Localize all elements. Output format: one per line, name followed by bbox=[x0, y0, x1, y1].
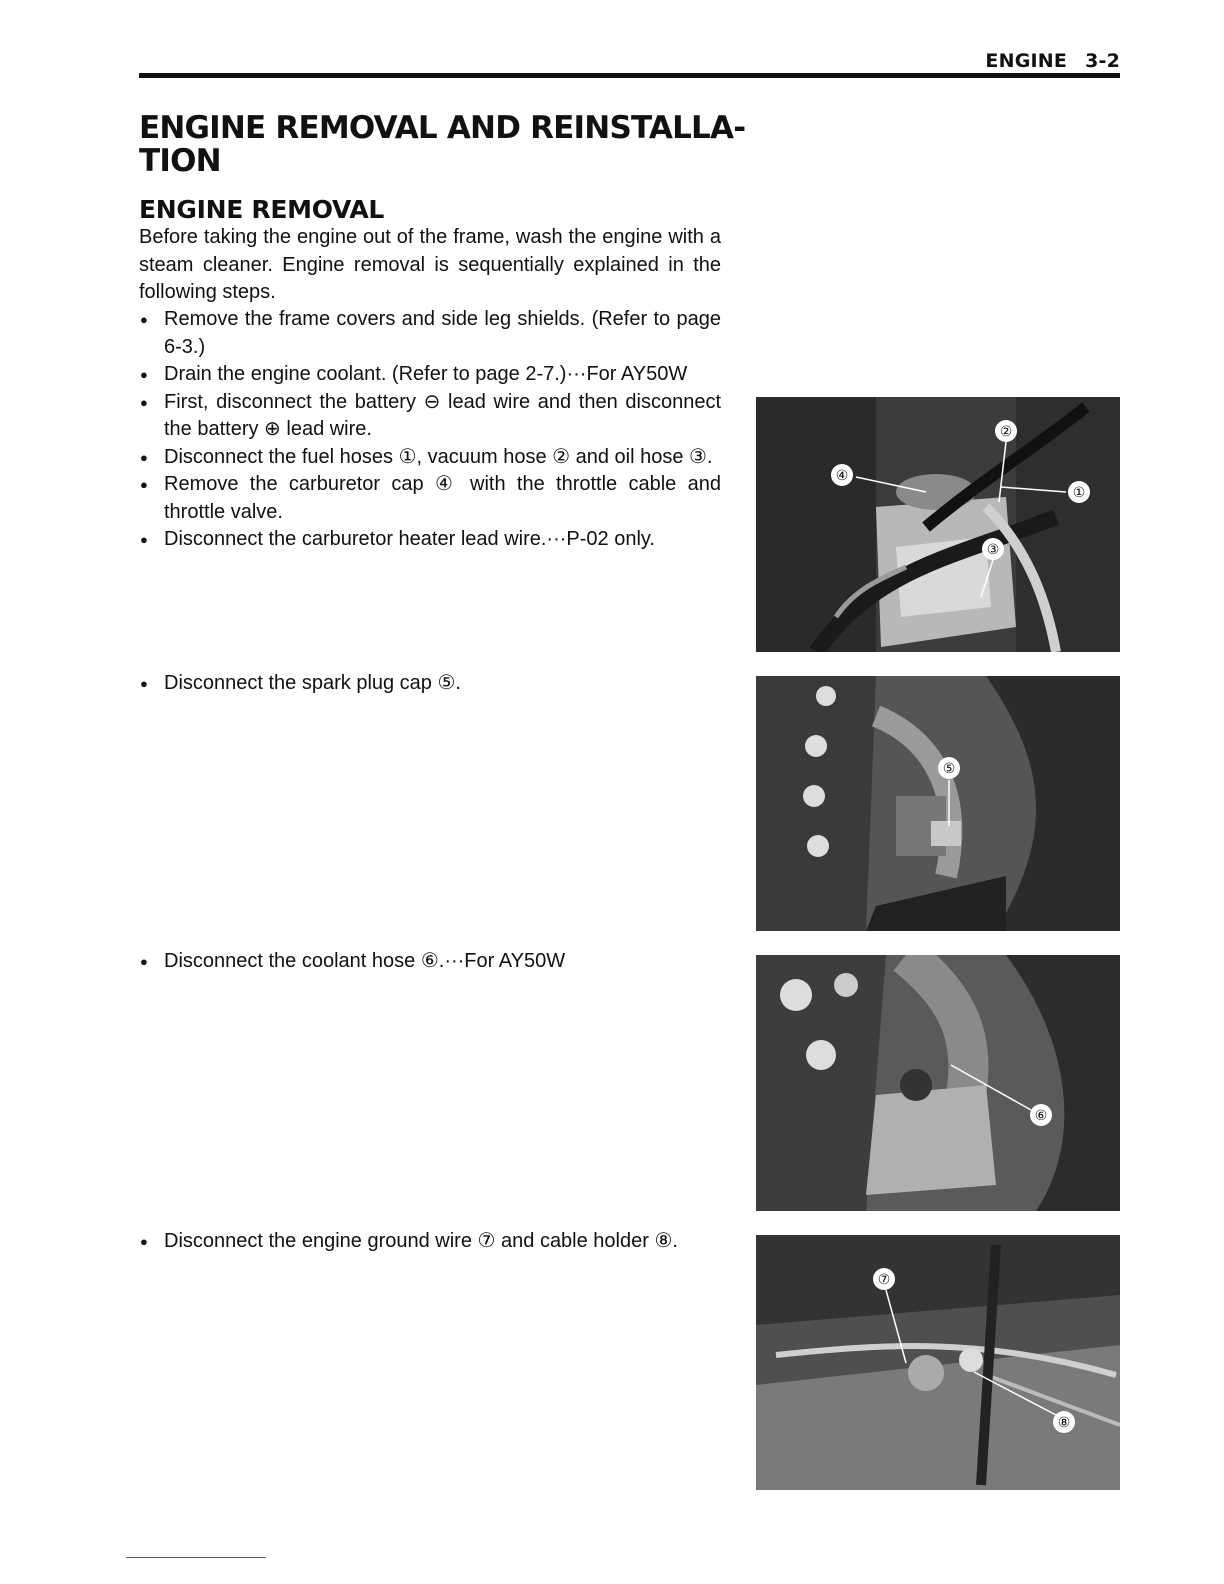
carburetor-photo bbox=[756, 397, 1120, 652]
step-item: ● Disconnect the spark plug cap ⑤. bbox=[139, 670, 721, 698]
step-item: ● Disconnect the engine ground wire ⑦ and cable holder ⑧. bbox=[139, 1228, 721, 1256]
callout-label: ⑤ bbox=[942, 761, 956, 777]
coolant-hose-photo-figure bbox=[756, 955, 1120, 1211]
header-rule bbox=[139, 73, 1120, 78]
ground-wire-photo bbox=[756, 1235, 1120, 1490]
callout-label: ③ bbox=[986, 542, 1000, 558]
ground-wire-photo-figure bbox=[756, 1235, 1120, 1490]
ground-wire-step bbox=[139, 1228, 721, 1256]
coolant-hose-step bbox=[139, 948, 721, 976]
running-header bbox=[985, 50, 1120, 72]
step-item: ● Remove the carburetor cap ④ with the throttle cable and throttle valve. bbox=[139, 471, 721, 526]
callout-label: ⑦ bbox=[877, 1272, 891, 1288]
removal-steps-list bbox=[139, 306, 721, 554]
step-item: ● Disconnect the coolant hose ⑥.···For AY50W bbox=[139, 948, 721, 976]
spark-plug-photo bbox=[756, 676, 1120, 931]
header-page-number: 3-2 bbox=[1085, 50, 1120, 72]
page-title: ENGINE REMOVAL AND REINSTALLA-TION bbox=[139, 110, 746, 179]
header-section: ENGINE bbox=[985, 50, 1068, 72]
section-subtitle: ENGINE REMOVAL bbox=[139, 195, 385, 224]
footer-line bbox=[126, 1557, 266, 1558]
step-item: ● Remove the frame covers and side leg shields. (Refer to page 6-3.) bbox=[139, 306, 721, 361]
callout-label: ④ bbox=[835, 468, 849, 484]
callout-label: ⑥ bbox=[1034, 1108, 1048, 1124]
step-item: ● First, disconnect the battery ⊖ lead wire and then disconnect the battery ⊕ lead wire. bbox=[139, 389, 721, 444]
callout-label: ⑧ bbox=[1057, 1415, 1071, 1431]
step-item: ● Disconnect the fuel hoses ①, vacuum hose ② and oil hose ③. bbox=[139, 444, 721, 472]
intro-paragraph: Before taking the engine out of the frame, wash the engine with a steam cleaner. Engine removal is sequentially explained in the following steps. bbox=[139, 226, 721, 303]
callout-label: ② bbox=[999, 424, 1013, 440]
step-item: ● Drain the engine coolant. (Refer to page 2-7.)···For AY50W bbox=[139, 361, 721, 389]
coolant-hose-photo bbox=[756, 955, 1120, 1211]
spark-plug-step bbox=[139, 670, 721, 698]
carburetor-photo-figure bbox=[756, 397, 1120, 652]
spark-plug-photo-figure bbox=[756, 676, 1120, 931]
step-item: ● Disconnect the carburetor heater lead wire.···P-02 only. bbox=[139, 526, 721, 554]
callout-label: ① bbox=[1072, 485, 1086, 501]
